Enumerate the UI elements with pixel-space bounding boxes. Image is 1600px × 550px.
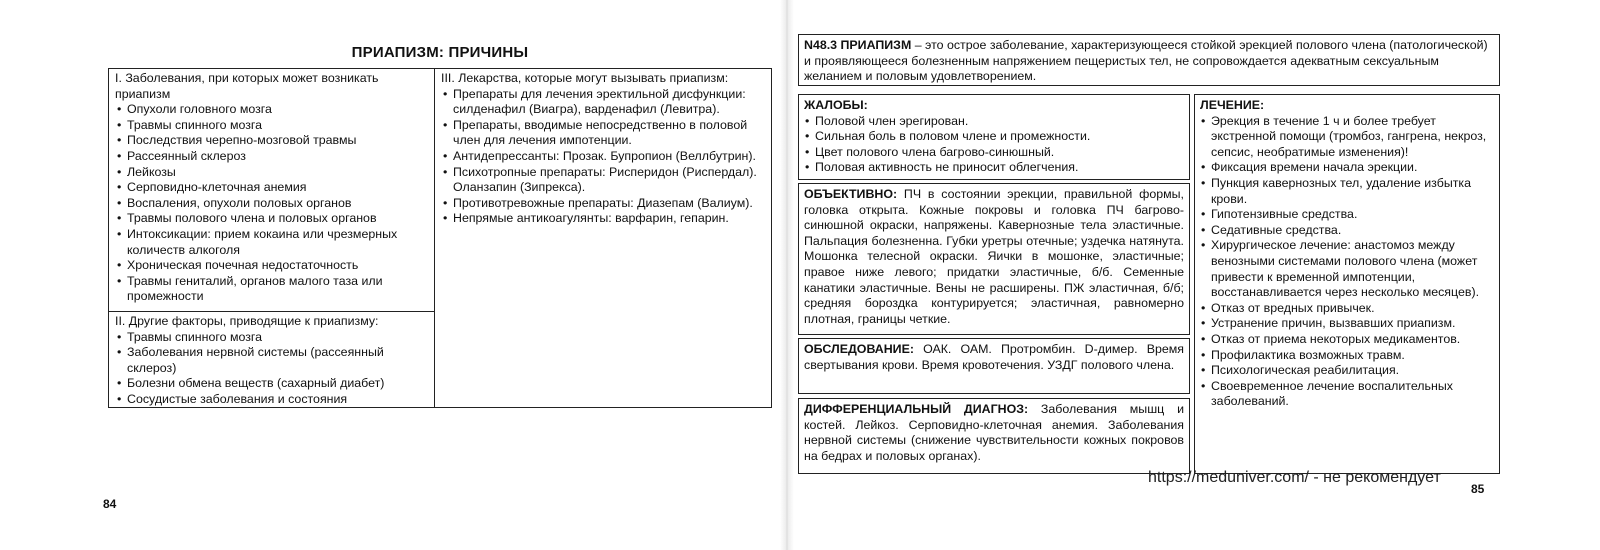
definition-box (798, 34, 1500, 86)
list-item: • Половой член эрегирован. (804, 114, 1184, 130)
complaints-list (804, 114, 1184, 176)
list-item: • Травмы гениталий, органов малого таза или промежности (115, 274, 429, 305)
list-item: • Эрекция в течение 1 ч и более требует экстренной помощи (тромбоз, гангрена, некроз, сепсис, необратимые изменения)! (1200, 114, 1494, 161)
causes-column-left (109, 69, 435, 407)
diagnosis-code: N48.3 ПРИАПИЗМ (804, 38, 912, 52)
drugs-list (441, 87, 766, 227)
complaints-box (798, 94, 1190, 180)
list-item: • Травмы спинного мозга (115, 330, 429, 346)
list-item: • Сосудистые заболевания и состояния (115, 392, 429, 408)
examination-text: ОАК. ОАМ. Протромбин. D-димер. Время свертывания крови. Время кровотечения. УЗДГ полового члена. (804, 342, 1184, 372)
list-item: • Травмы спинного мозга (115, 118, 429, 134)
list-item: • Профилактика возможных травм. (1200, 348, 1494, 364)
list-item: • Гипотензивные средства. (1200, 207, 1494, 223)
list-item: • Травмы полового члена и половых органов (115, 211, 429, 227)
causes-section-diseases (109, 69, 434, 305)
section-heading: I. Заболевания, при которых может возникать приапизм (115, 71, 379, 101)
list-item: • Хирургическое лечение: анастомоз между венозными системами полового члена (может привести к временной импотенции, восстанавливается через несколько месяцев). (1200, 238, 1494, 300)
section-heading: ЖАЛОБЫ: (804, 98, 868, 112)
list-item: • Последствия черепно-мозговой травмы (115, 133, 429, 149)
list-item: • Опухоли головного мозга (115, 102, 429, 118)
causes-table (108, 68, 772, 408)
list-item: • Непрямые антикоагулянты: варфарин, гепарин. (441, 211, 766, 227)
section-heading: ДИФФЕРЕНЦИАЛЬНЫЙ ДИАГНОЗ: (804, 402, 1029, 416)
differential-text: Заболевания мышц и костей. Лейкоз. Серповидно-клеточная анемия. Заболевания нервной системы (снижение чувствительности кожных покровов на бедрах и половых органах). (804, 402, 1184, 463)
treatment-box (1194, 94, 1500, 474)
left-page (0, 0, 790, 550)
causes-column-right (435, 69, 771, 407)
differential-diagnosis-box (798, 398, 1190, 474)
causes-section-other-factors (109, 311, 434, 408)
list-item: • Интоксикации: прием кокаина или чрезмерных количеств алкоголя (115, 227, 429, 258)
list-item: • Психотропные препараты: Рисперидон (Риспердал). Оланзапин (Зипрекса). (441, 165, 766, 196)
list-item: • Отказ от приема некоторых медикаментов. (1200, 332, 1494, 348)
list-item: • Противотревожные препараты: Диазепам (Валиум). (441, 196, 766, 212)
list-item: • Препараты, вводимые непосредственно в половой член для лечения импотенции. (441, 118, 766, 149)
section-heading: ОБСЛЕДОВАНИЕ: (804, 342, 914, 356)
list-item: • Своевременное лечение воспалительных заболеваний. (1200, 379, 1494, 410)
list-item: • Рассеянный склероз (115, 149, 429, 165)
list-item: • Половая активность не приносит облегчения. (804, 160, 1184, 176)
list-item: • Антидепрессанты: Прозак. Бупропион (Веллбутрин). (441, 149, 766, 165)
list-item: • Седативные средства. (1200, 223, 1494, 239)
list-item: • Лейкозы (115, 165, 429, 181)
list-item: • Болезни обмена веществ (сахарный диабет) (115, 376, 429, 392)
section-heading: ЛЕЧЕНИЕ: (1200, 98, 1265, 112)
diseases-list (115, 102, 429, 305)
list-item: • Пункция кавернозных тел, удаление избытка крови. (1200, 176, 1494, 207)
factors-list (115, 330, 429, 408)
page-title: ПРИАПИЗМ: ПРИЧИНЫ (351, 44, 529, 61)
objective-text: ПЧ в состоянии эрекции, правильной формы, головка открыта. Кожные покровы и головка ПЧ багрово-синюшной окраски, напряжены. Кавернозные тела эластичные. Пальпация болезненна. Губки уретры отечные; уздечка натянута. Мошонка телесной окраски. Яички в мошонке, эластичные; правое ниже левого; придатки эластичные, б/б. Семенные канатики эластичные. Вены не расширены. ПЖ эластичная, б/б; средняя бороздка контурируется; эластичная, равномерно плотная, границы четкие. (804, 187, 1184, 326)
list-item: • Серповидно-клеточная анемия (115, 180, 429, 196)
list-item: • Отказ от вредных привычек. (1200, 301, 1494, 317)
treatment-list (1200, 114, 1494, 410)
section-heading: II. Другие факторы, приводящие к приапизму: (115, 314, 379, 328)
list-item: • Цвет полового члена багрово-синюшный. (804, 145, 1184, 161)
list-item: • Хроническая почечная недостаточность (115, 258, 429, 274)
list-item: • Устранение причин, вызвавших приапизм. (1200, 316, 1494, 332)
objective-box (798, 183, 1190, 335)
definition-text: – это острое заболевание, характеризующееся стойкой эрекцией полового члена (патологической) и проявляющееся болезненным напряжением пещеристых тел, не сопровождается адекватным сексуальным желанием и половым удовлетворением. (804, 38, 1488, 84)
page-number: 85 (1471, 482, 1485, 496)
right-page (790, 0, 1600, 550)
list-item: • Заболевания нервной системы (рассеянный склероз) (115, 345, 429, 376)
list-item: • Сильная боль в половом члене и промежности. (804, 129, 1184, 145)
section-heading: III. Лекарства, которые могут вызывать приапизм: (441, 71, 729, 85)
list-item: • Психологическая реабилитация. (1200, 363, 1494, 379)
section-heading: ОБЪЕКТИВНО: (804, 187, 898, 201)
list-item: • Воспаления, опухоли половых органов (115, 196, 429, 212)
watermark-link[interactable]: https://meduniver.com/ - не рекомендует (1148, 469, 1441, 486)
list-item: • Препараты для лечения эректильной дисфункции: силденафил (Виагра), варденафил (Левитра). (441, 87, 766, 118)
page-number: 84 (103, 497, 117, 511)
causes-section-drugs (435, 69, 771, 227)
examination-box (798, 338, 1190, 394)
list-item: • Фиксация времени начала эрекции. (1200, 160, 1494, 176)
